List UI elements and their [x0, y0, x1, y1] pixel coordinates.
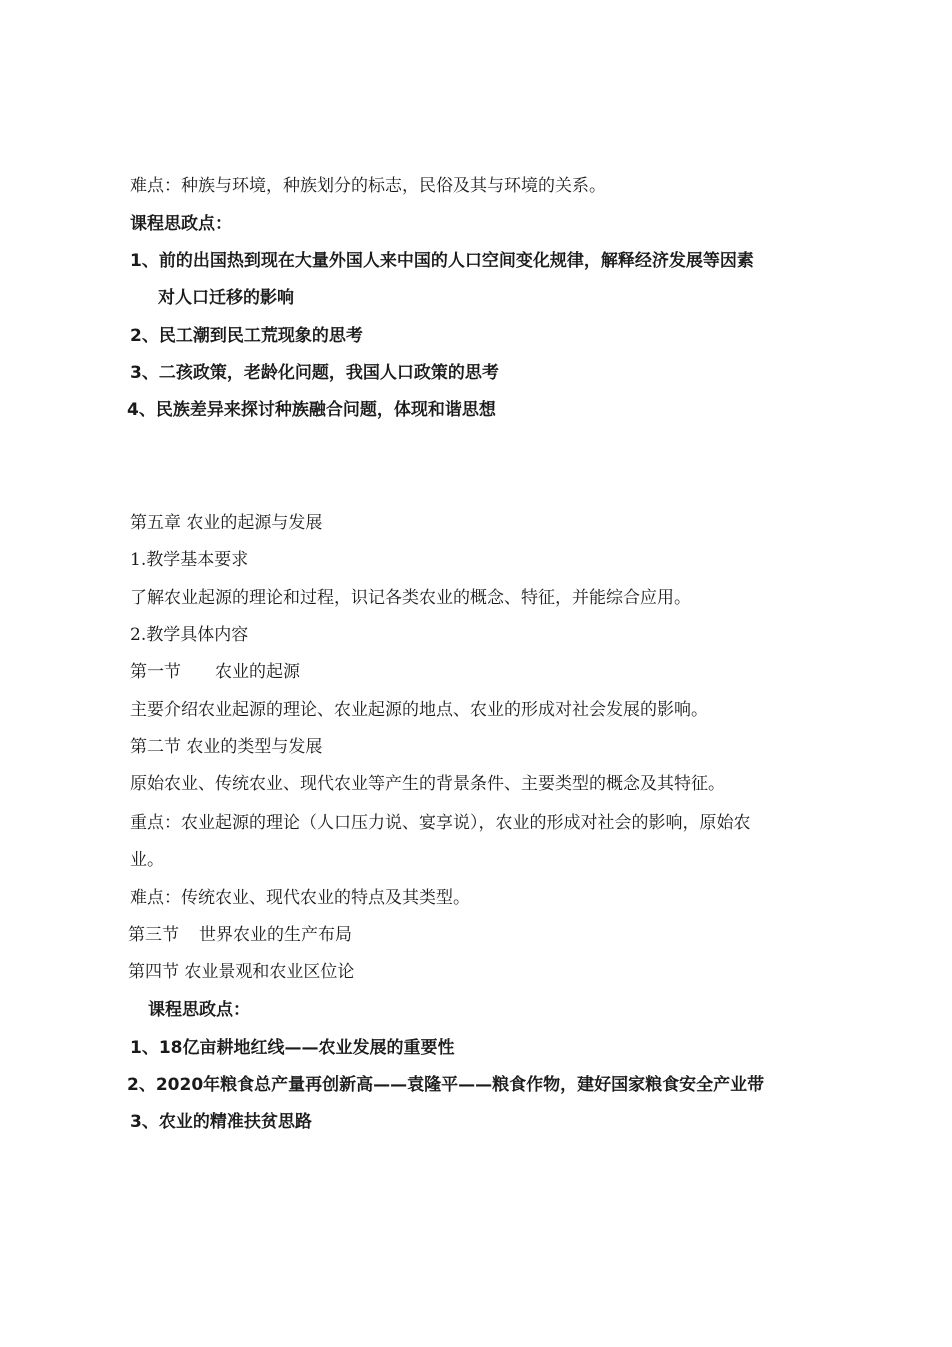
- section-3-number: 第三节: [128, 925, 179, 945]
- section-2-heading: 第二节 农业的类型与发展: [130, 737, 323, 757]
- section-1-number: 第一节: [130, 662, 181, 682]
- difficulty-text: 难点：种族与环境，种族划分的标志，民俗及其与环境的关系。: [130, 176, 606, 196]
- ideology-item-7: 3、农业的精准扶贫思路: [130, 1112, 312, 1132]
- section-1-text: 主要介绍农业起源的理论、农业起源的地点、农业的形成对社会发展的影响。: [130, 700, 708, 720]
- ideology-item-3: 3、二孩政策，老龄化问题，我国人口政策的思考: [130, 363, 499, 383]
- difficulty-text-2: 难点：传统农业、现代农业的特点及其类型。: [130, 888, 470, 908]
- ideology-heading-2: 课程思政点：: [148, 1000, 250, 1020]
- ideology-item-1: 1、前的出国热到现在大量外国人来中国的人口空间变化规律，解释经济发展等因素: [130, 251, 754, 271]
- section-3-heading: [128, 923, 352, 947]
- ideology-item-4: 4、民族差异来探讨种族融合问题，体现和谐思想: [127, 400, 496, 420]
- ideology-item-6: 2、2020年粮食总产量再创新高——袁隆平——粮食作物，建好国家粮食安全产业带: [127, 1075, 765, 1095]
- ideology-heading: 课程思政点：: [130, 214, 232, 234]
- key-points-line-2: 业。: [130, 850, 164, 870]
- section-3-title: 世界农业的生产布局: [199, 925, 352, 945]
- ideology-item-1-cont: 对人口迁移的影响: [158, 288, 294, 308]
- key-points-line-1: 重点：农业起源的理论（人口压力说、宴享说），农业的形成对社会的影响，原始农: [130, 813, 751, 833]
- section-4-heading: 第四节 农业景观和农业区位论: [128, 962, 355, 982]
- section-1-title: 农业的起源: [215, 662, 300, 682]
- requirements-text: 了解农业起源的理论和过程，识记各类农业的概念、特征，并能综合应用。: [130, 588, 691, 608]
- ideology-item-2: 2、民工潮到民工荒现象的思考: [130, 326, 363, 346]
- chapter-title: 第五章 农业的起源与发展: [130, 513, 323, 533]
- content-heading: 2.教学具体内容: [130, 625, 249, 645]
- section-2-text: 原始农业、传统农业、现代农业等产生的背景条件、主要类型的概念及其特征。: [130, 774, 725, 794]
- section-1-heading: [130, 660, 300, 684]
- requirements-heading: 1.教学基本要求: [130, 550, 249, 570]
- ideology-item-5: 1、18亿亩耕地红线——农业发展的重要性: [130, 1038, 455, 1058]
